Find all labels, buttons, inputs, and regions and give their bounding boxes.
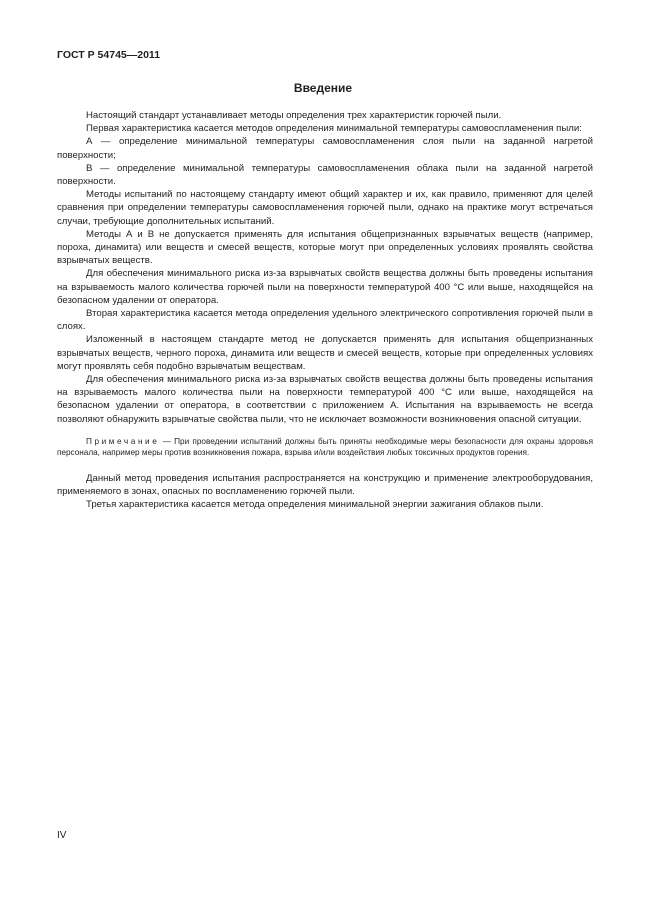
- paragraph-6: Методы А и В не допускается применять для испытания общепризнанных взрывчатых веществ (например, пороха, динамита) или веществ и смесей веществ, которые могут при определенных условиях проявлять свойства взрывчатых веществ.: [57, 228, 593, 267]
- closing-paragraph-1: Данный метод проведения испытания распространяется на конструкцию и применение электрооборудования, применяемого в зонах, опасных по воспламенению горючей пыли.: [57, 473, 593, 498]
- page-number: IV: [57, 830, 67, 841]
- paragraph-4: В — определение минимальной температуры самовоспламенения облака пыли на заданной нагретой поверхности.: [57, 162, 593, 188]
- paragraph-7: Для обеспечения минимального риска из-за взрывчатых свойств вещества должны быть проведены испытания на взрываемость малого количества горючей пыли на поверхности температурой 400 °С или выше, находящейся на безопасном удалении от оператора.: [57, 268, 593, 306]
- closing-paragraph-2: Третья характеристика касается метода определения минимальной энергии зажигания облаков пыли.: [86, 499, 544, 511]
- paragraph-8: Вторая характеристика касается метода определения удельного электрического сопротивления горючей пыли в слоях.: [57, 308, 593, 333]
- section-title: Введение: [293, 81, 353, 95]
- note-label: Примечание: [86, 436, 160, 446]
- note-text: — При проведении испытаний должны быть приняты необходимые меры безопасности для охраны здоровья персонала, например меры против возникновения пожара, взрыва и/или воздействия любых токсичных продуктов горения.: [57, 436, 594, 458]
- paragraph-2: Первая характеристика касается методов определения минимальной температуры самовоспламенения пыли:: [86, 123, 582, 135]
- paragraph-3: А — определение минимальной температуры самовоспламенения слоя пыли на заданной нагретой поверхности;: [57, 136, 593, 161]
- paragraph-10: Для обеспечения минимального риска из-за взрывчатых свойств вещества должны быть проведены испытания на взрываемость малого количества пыли на поверхности температурой 400 °С или выше, находящейся на безопасном удалении от оператора, в соответствии с приложением А. Испытания на взрываемость не всегда позволяют обнаружить взрывчатые свойства пыли, что не исключает возможности возникновения опасной ситуации.: [57, 374, 593, 425]
- note: [57, 436, 593, 459]
- body-text: [57, 109, 593, 512]
- paragraph-9: Изложенный в настоящем стандарте метод не допускается применять для испытания общепризнанных взрывчатых веществ, черного пороха, динамита или веществ и смесей веществ, которые при определенных условиях могут проявлять себя подобно взрывчатым веществам.: [57, 334, 593, 372]
- paragraph-1: Настоящий стандарт устанавливает методы определения трех характеристик горючей пыли.: [86, 110, 502, 121]
- paragraph-5: Методы испытаний по настоящему стандарту имеют общий характер и их, как правило, применяют для целей сравнения при определении температуры самовоспламенения горючей пыли, однако на практике могут встречаться случаи, требующие дополнительных испытаний.: [57, 189, 593, 227]
- standard-designation: ГОСТ Р 54745—2011: [57, 49, 161, 61]
